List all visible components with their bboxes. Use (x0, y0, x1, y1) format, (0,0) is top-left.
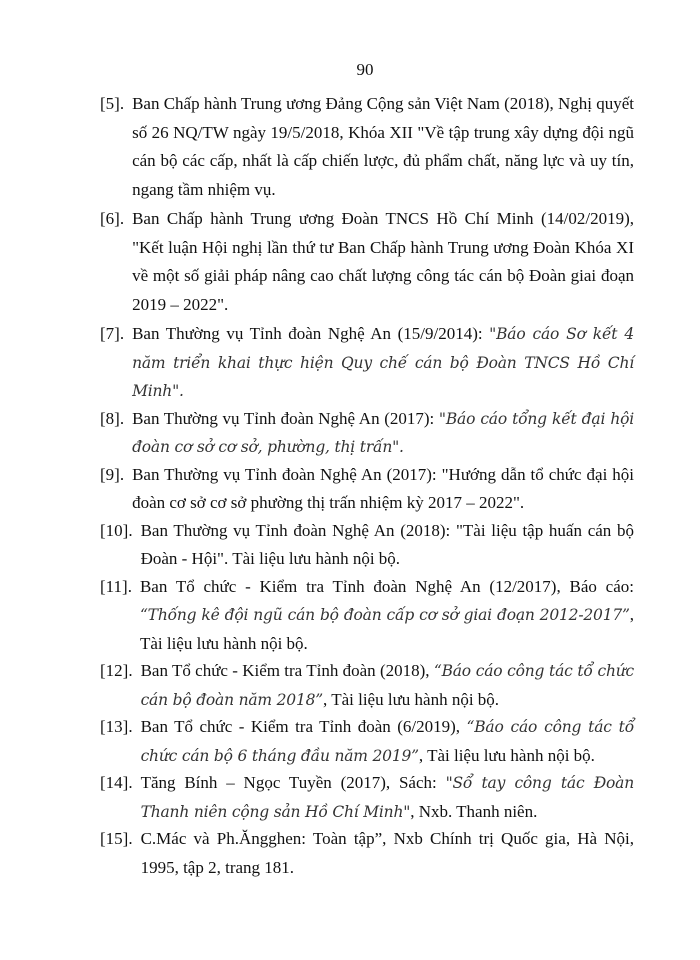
reference-item (100, 517, 634, 574)
reference-item (100, 90, 634, 204)
reference-title-italic: "Sổ tay công tác Đoàn Thanh niên cộng sản Hồ Chí Minh" (140, 774, 634, 821)
reference-list (100, 90, 634, 882)
reference-number: [13]. (100, 717, 133, 736)
reference-text (132, 573, 634, 659)
reference-item (100, 713, 634, 770)
reference-text-segment: C.Mác và Ph.Ăngghen: Toàn tập”, Nxb Chính trị Quốc gia, Hà Nội, 1995, tập 2, trang 181. (140, 829, 634, 877)
reference-text (133, 825, 634, 882)
reference-text-segment: , Tài liệu lưu hành nội bộ. (323, 689, 500, 709)
reference-text-segment: , Nxb. Thanh niên. (410, 801, 538, 821)
reference-number: [15]. (100, 829, 133, 848)
reference-text (124, 205, 634, 319)
reference-number: [5]. (100, 94, 125, 113)
reference-text-segment: Ban Chấp hành Trung ương Đảng Cộng sản Việt Nam (2018), Nghị quyết số 26 NQ/TW ngày 19/5/2018, Khóa XII "Về tập trung xây dựng đội ngũ cán bộ các cấp, nhất là cấp chiến lược, đủ phẩm chất, năng lực và uy tín, ngang tầm nhiệm vụ. (132, 94, 634, 199)
reference-text-segment: Ban Tổ chức - Kiểm tra Tỉnh đoàn Nghệ An (12/2017), Báo cáo: (139, 576, 634, 596)
reference-text (124, 405, 634, 462)
reference-title-italic: “Báo cáo công tác tổ chức cán bộ 6 tháng đầu năm 2019” (140, 718, 634, 765)
reference-text (124, 461, 634, 518)
reference-text (133, 657, 634, 714)
reference-number: [12]. (100, 661, 133, 680)
reference-text-segment: Ban Thường vụ Tỉnh đoàn Nghệ An (2017): (132, 408, 439, 428)
reference-number: [10]. (100, 520, 133, 540)
reference-number: [6]. (100, 209, 125, 228)
reference-item (100, 573, 634, 659)
reference-text-segment: Ban Tổ chức - Kiểm tra Tỉnh đoàn (6/2019), (140, 717, 467, 736)
reference-title-italic: “Báo cáo công tác tổ chức cán bộ đoàn năm 2018” (140, 662, 634, 709)
reference-text-segment: Ban Tổ chức - Kiểm tra Tỉnh đoàn (2018), (140, 661, 434, 680)
reference-text-segment: Ban Thường vụ Tỉnh đoàn Nghệ An (2018): "Tài liệu tập huấn cán bộ Đoàn - Hội". Tài liệu lưu hành nội bộ. (140, 520, 634, 568)
reference-title-italic: "Báo cáo tổng kết đại hội đoàn cơ sở cơ sở, phường, thị trấn". (132, 409, 634, 456)
reference-text-segment: , Tài liệu lưu hành nội bộ. (139, 605, 634, 653)
reference-text-segment: Ban Chấp hành Trung ương Đoàn TNCS Hồ Chí Minh (14/02/2019), "Kết luận Hội nghị lần thứ tư Ban Chấp hành Trung ương Đoàn Khóa XI về một số giải pháp nâng cao chất lượng công tác cán bộ Đoàn giai đoạn 2019 – 2022". (132, 209, 634, 314)
reference-number: [14]. (100, 773, 133, 792)
reference-item (100, 825, 634, 882)
reference-number: [11]. (100, 576, 132, 596)
reference-text (124, 90, 634, 204)
reference-item (100, 405, 634, 462)
reference-title-italic: "Báo cáo Sơ kết 4 năm triển khai thực hiện Quy chế cán bộ Đoàn TNCS Hồ Chí Minh". (132, 325, 635, 400)
reference-text-segment: Tăng Bính – Ngọc Tuyền (2017), Sách: (140, 773, 446, 792)
reference-number: [8]. (100, 408, 125, 428)
reference-number: [7]. (100, 324, 125, 343)
page-number: 90 (356, 60, 374, 79)
reference-item (100, 461, 634, 518)
reference-item (100, 205, 634, 319)
reference-item (100, 657, 634, 714)
reference-text (133, 769, 634, 826)
reference-text (133, 713, 634, 770)
reference-number: [9]. (100, 464, 125, 484)
reference-text-segment: , Tài liệu lưu hành nội bộ. (418, 745, 595, 765)
reference-item (100, 769, 634, 826)
reference-text-segment: Ban Thường vụ Tỉnh đoàn Nghệ An (15/9/2014): (132, 324, 490, 343)
reference-text (133, 517, 634, 574)
reference-text-segment: Ban Thường vụ Tỉnh đoàn Nghệ An (2017): "Hướng dẫn tổ chức đại hội đoàn cơ sở cơ sở phường thị trấn nhiệm kỳ 2017 – 2022". (132, 464, 634, 512)
reference-title-italic: “Thống kê đội ngũ cán bộ đoàn cấp cơ sở giai đoạn 2012-2017” (139, 606, 630, 624)
reference-text (124, 320, 634, 406)
reference-item (100, 320, 634, 406)
